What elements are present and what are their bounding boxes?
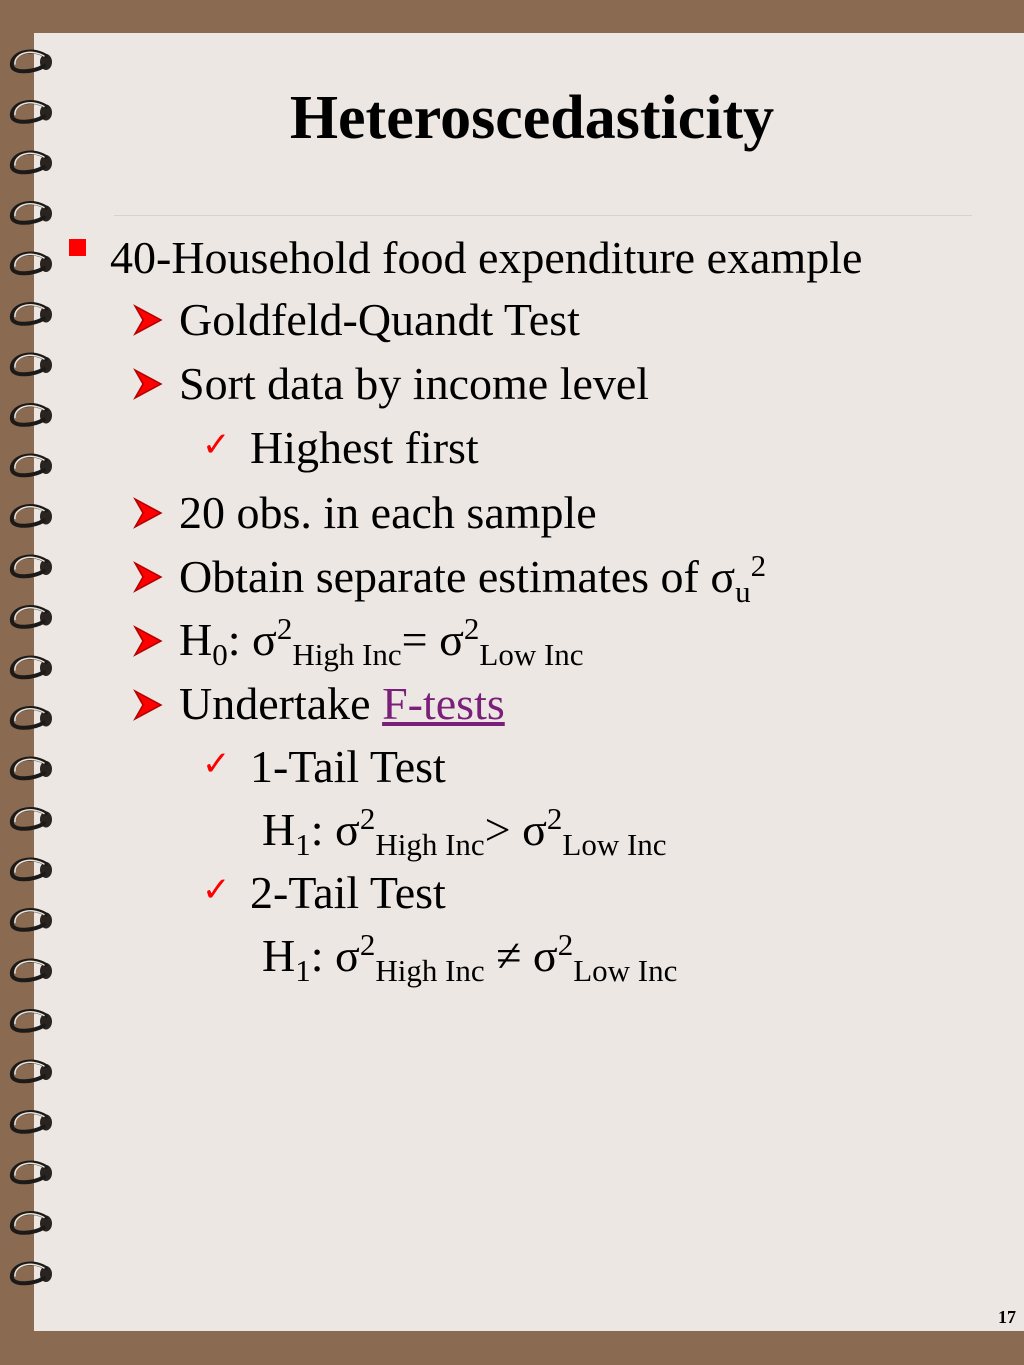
binding-ring	[12, 1061, 52, 1081]
binding-ring	[12, 203, 52, 223]
binding-ring	[12, 506, 52, 526]
red-arrow-bullet-icon	[132, 367, 164, 401]
binding-ring	[12, 405, 52, 425]
red-checkmark-icon: ✓	[202, 744, 231, 784]
bullet-one-tail: 1-Tail Test	[250, 741, 446, 792]
red-square-bullet-icon	[69, 239, 86, 256]
bullet-two-tail: 2-Tail Test	[250, 867, 446, 918]
binding-ring	[12, 354, 52, 374]
spiral-binding-icon	[0, 40, 70, 1330]
red-arrow-bullet-icon	[132, 496, 164, 530]
binding-ring	[12, 1162, 52, 1182]
binding-ring	[12, 859, 52, 879]
binding-ring	[12, 304, 52, 324]
binding-ring	[12, 152, 52, 172]
binding-ring	[12, 253, 52, 273]
binding-ring	[12, 1112, 52, 1132]
red-checkmark-icon: ✓	[202, 870, 231, 910]
binding-ring	[12, 758, 52, 778]
two-tail-hypothesis: $H_1$: $\sigma^2_{High Inc} \ne \sigma^2_{Low Inc}$	[262, 927, 678, 988]
one-tail-hypothesis: $H_1$: $\sigma^2_{High Inc}> \sigma^2_{Low Inc}$	[262, 801, 667, 862]
bullet-null-hypothesis: $H_0$: $\sigma^2_{High Inc}= \sigma^2_{Low Inc}$	[179, 611, 584, 672]
page-number: 17	[998, 1307, 1016, 1327]
red-checkmark-icon: ✓	[202, 425, 231, 465]
bullet-main: 40-Household food expenditure example	[110, 232, 863, 283]
binding-ring	[12, 607, 52, 627]
binding-ring	[12, 910, 52, 930]
red-arrow-bullet-icon	[132, 624, 164, 658]
f-tests-link[interactable]: F-tests	[382, 678, 505, 729]
title-divider	[114, 215, 972, 216]
bullet-goldfeld: Goldfeld-Quandt Test	[179, 294, 580, 345]
binding-ring	[12, 1263, 52, 1283]
bullet-obs: 20 obs. in each sample	[179, 487, 597, 538]
bullet-obtain: Obtain separate estimates of $\sigma_u^2$	[179, 548, 767, 609]
red-arrow-bullet-icon	[132, 688, 164, 722]
binding-ring	[12, 556, 52, 576]
slide-title: Heteroscedasticity	[289, 84, 775, 152]
binding-ring	[12, 960, 52, 980]
bullet-sort: Sort data by income level	[179, 358, 650, 409]
binding-ring	[12, 51, 52, 71]
red-arrow-bullet-icon	[132, 303, 164, 337]
bullet-undertake: Undertake F-tests	[179, 678, 505, 729]
binding-ring	[12, 455, 52, 475]
red-arrow-bullet-icon	[132, 560, 164, 594]
binding-ring	[12, 809, 52, 829]
binding-ring	[12, 657, 52, 677]
binding-ring	[12, 708, 52, 728]
binding-ring	[12, 1213, 52, 1233]
bullet-highest: Highest first	[250, 422, 479, 473]
binding-ring	[12, 1011, 52, 1031]
